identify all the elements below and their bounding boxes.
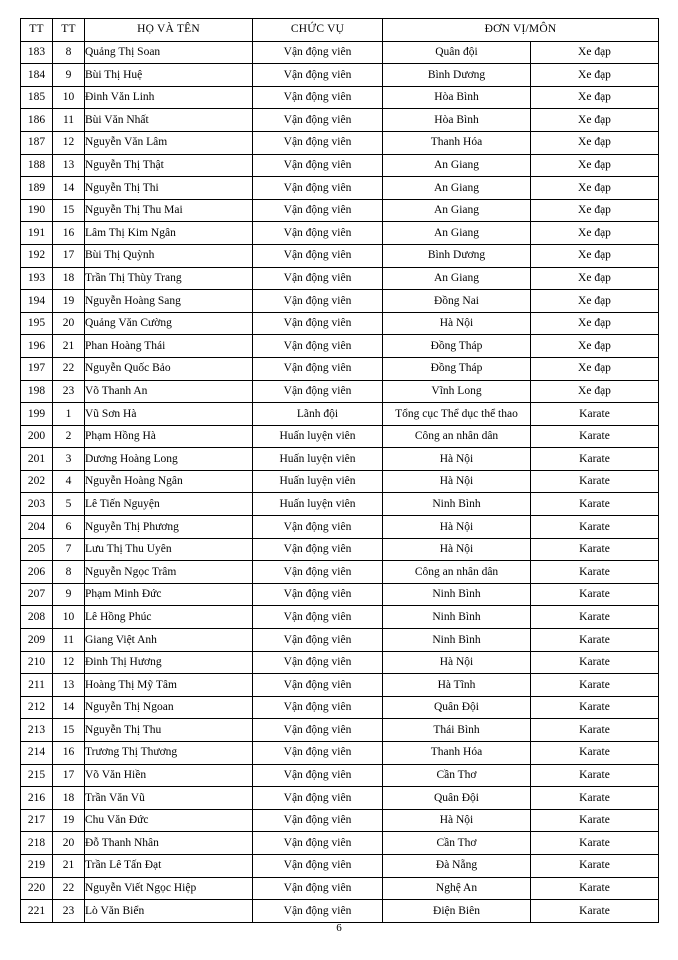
cell-unit: Công an nhân dân (383, 425, 531, 448)
cell-name: Nguyễn Ngọc Trâm (85, 561, 253, 584)
cell-sport: Karate (531, 651, 659, 674)
cell-tt1: 215 (21, 764, 53, 787)
cell-unit: An Giang (383, 177, 531, 200)
cell-unit: Hà Nội (383, 809, 531, 832)
cell-tt2: 23 (53, 380, 85, 403)
cell-sport: Karate (531, 425, 659, 448)
cell-role: Vận động viên (253, 809, 383, 832)
table-row (21, 290, 659, 313)
cell-role: Vận động viên (253, 900, 383, 923)
cell-unit: An Giang (383, 222, 531, 245)
cell-unit: Ninh Bình (383, 493, 531, 516)
table-row (21, 832, 659, 855)
cell-sport: Xe đạp (531, 357, 659, 380)
cell-name: Nguyễn Quốc Bảo (85, 357, 253, 380)
cell-role: Vận động viên (253, 651, 383, 674)
cell-sport: Karate (531, 403, 659, 426)
table-row (21, 267, 659, 290)
cell-name: Võ Thanh An (85, 380, 253, 403)
cell-name: Nguyễn Thị Phương (85, 516, 253, 539)
cell-sport: Karate (531, 606, 659, 629)
cell-role: Vận động viên (253, 222, 383, 245)
cell-role: Vận động viên (253, 538, 383, 561)
cell-role: Vận động viên (253, 312, 383, 335)
cell-name: Lê Hồng Phúc (85, 606, 253, 629)
table-row (21, 448, 659, 471)
cell-tt1: 219 (21, 854, 53, 877)
column-header-role: CHỨC VỤ (253, 19, 383, 42)
cell-role: Vận động viên (253, 696, 383, 719)
cell-sport: Karate (531, 561, 659, 584)
cell-role: Vận động viên (253, 719, 383, 742)
cell-sport: Karate (531, 787, 659, 810)
cell-tt2: 18 (53, 787, 85, 810)
cell-name: Chu Văn Đức (85, 809, 253, 832)
cell-sport: Xe đạp (531, 222, 659, 245)
cell-name: Nguyễn Thị Ngoan (85, 696, 253, 719)
cell-unit: Công an nhân dân (383, 561, 531, 584)
cell-sport: Karate (531, 742, 659, 765)
cell-tt1: 204 (21, 516, 53, 539)
cell-tt2: 15 (53, 719, 85, 742)
cell-name: Đỗ Thanh Nhân (85, 832, 253, 855)
cell-tt1: 197 (21, 357, 53, 380)
cell-tt1: 220 (21, 877, 53, 900)
cell-tt2: 3 (53, 448, 85, 471)
cell-unit: Hòa Bình (383, 86, 531, 109)
table-row (21, 86, 659, 109)
cell-unit: Hà Nội (383, 651, 531, 674)
cell-role: Vận động viên (253, 832, 383, 855)
cell-unit: Tổng cục Thể dục thể thao (383, 403, 531, 426)
cell-name: Phạm Minh Đức (85, 583, 253, 606)
table-row (21, 335, 659, 358)
cell-role: Vận động viên (253, 154, 383, 177)
cell-tt2: 19 (53, 809, 85, 832)
cell-sport: Karate (531, 877, 659, 900)
cell-sport: Karate (531, 696, 659, 719)
cell-tt1: 194 (21, 290, 53, 313)
cell-name: Trần Thị Thùy Trang (85, 267, 253, 290)
cell-role: Huấn luyện viên (253, 448, 383, 471)
table-header-row (21, 19, 659, 42)
cell-name: Dương Hoàng Long (85, 448, 253, 471)
cell-tt1: 189 (21, 177, 53, 200)
cell-unit: Đồng Tháp (383, 335, 531, 358)
cell-tt1: 221 (21, 900, 53, 923)
cell-tt1: 216 (21, 787, 53, 810)
cell-tt2: 22 (53, 357, 85, 380)
cell-tt1: 213 (21, 719, 53, 742)
cell-role: Vận động viên (253, 764, 383, 787)
cell-tt2: 11 (53, 109, 85, 132)
table-row (21, 177, 659, 200)
cell-tt2: 8 (53, 561, 85, 584)
cell-name: Nguyễn Thị Thật (85, 154, 253, 177)
cell-unit: Hà Nội (383, 312, 531, 335)
cell-tt1: 196 (21, 335, 53, 358)
column-header-tt1: TT (21, 19, 53, 42)
cell-tt2: 20 (53, 312, 85, 335)
cell-tt1: 211 (21, 674, 53, 697)
cell-sport: Xe đạp (531, 64, 659, 87)
table-row (21, 629, 659, 652)
cell-unit: Hà Nội (383, 516, 531, 539)
cell-role: Vận động viên (253, 742, 383, 765)
cell-unit: Đồng Tháp (383, 357, 531, 380)
cell-role: Vận động viên (253, 267, 383, 290)
table-row (21, 854, 659, 877)
cell-unit: Ninh Bình (383, 606, 531, 629)
cell-name: Bùi Văn Nhất (85, 109, 253, 132)
table-row (21, 154, 659, 177)
cell-tt1: 208 (21, 606, 53, 629)
cell-sport: Karate (531, 538, 659, 561)
cell-tt2: 8 (53, 41, 85, 64)
cell-unit: Quân đội (383, 41, 531, 64)
cell-name: Lưu Thị Thu Uyên (85, 538, 253, 561)
cell-name: Nguyễn Văn Lâm (85, 131, 253, 154)
table-row (21, 742, 659, 765)
cell-role: Vận động viên (253, 877, 383, 900)
table-row (21, 516, 659, 539)
cell-name: Phạm Hồng Hà (85, 425, 253, 448)
table-row (21, 403, 659, 426)
cell-role: Vận động viên (253, 674, 383, 697)
cell-name: Bùi Thị Quỳnh (85, 244, 253, 267)
cell-tt1: 187 (21, 131, 53, 154)
cell-name: Võ Văn Hiền (85, 764, 253, 787)
cell-tt1: 190 (21, 199, 53, 222)
cell-unit: Ninh Bình (383, 583, 531, 606)
cell-tt1: 206 (21, 561, 53, 584)
table-row (21, 538, 659, 561)
column-header-name: HỌ VÀ TÊN (85, 19, 253, 42)
cell-unit: Đồng Nai (383, 290, 531, 313)
cell-role: Vận động viên (253, 86, 383, 109)
table-row (21, 651, 659, 674)
cell-tt2: 15 (53, 199, 85, 222)
table-row (21, 764, 659, 787)
cell-tt2: 16 (53, 222, 85, 245)
cell-role: Vận động viên (253, 109, 383, 132)
page-number: 6 (336, 922, 342, 934)
table-row (21, 199, 659, 222)
cell-name: Phan Hoàng Thái (85, 335, 253, 358)
cell-unit: Đà Nẵng (383, 854, 531, 877)
table-row (21, 900, 659, 923)
cell-tt2: 11 (53, 629, 85, 652)
cell-name: Vũ Sơn Hà (85, 403, 253, 426)
cell-tt1: 184 (21, 64, 53, 87)
cell-sport: Xe đạp (531, 267, 659, 290)
table-row (21, 425, 659, 448)
cell-role: Vận động viên (253, 380, 383, 403)
cell-tt1: 193 (21, 267, 53, 290)
cell-tt1: 203 (21, 493, 53, 516)
cell-name: Hoàng Thị Mỹ Tâm (85, 674, 253, 697)
cell-tt2: 6 (53, 516, 85, 539)
cell-sport: Xe đạp (531, 41, 659, 64)
cell-sport: Xe đạp (531, 199, 659, 222)
cell-tt2: 21 (53, 335, 85, 358)
cell-sport: Xe đạp (531, 154, 659, 177)
cell-tt2: 7 (53, 538, 85, 561)
cell-unit: Bình Dương (383, 64, 531, 87)
cell-tt1: 209 (21, 629, 53, 652)
cell-tt2: 4 (53, 470, 85, 493)
cell-role: Vận động viên (253, 290, 383, 313)
cell-tt2: 9 (53, 583, 85, 606)
cell-name: Nguyễn Thị Thu Mai (85, 199, 253, 222)
cell-unit: An Giang (383, 154, 531, 177)
cell-role: Vận động viên (253, 561, 383, 584)
cell-unit: Vĩnh Long (383, 380, 531, 403)
cell-sport: Karate (531, 516, 659, 539)
table-row (21, 606, 659, 629)
cell-tt1: 205 (21, 538, 53, 561)
cell-tt1: 207 (21, 583, 53, 606)
cell-sport: Karate (531, 900, 659, 923)
cell-tt1: 202 (21, 470, 53, 493)
table-row (21, 131, 659, 154)
cell-role: Vận động viên (253, 177, 383, 200)
cell-unit: Quân Đội (383, 787, 531, 810)
cell-sport: Xe đạp (531, 131, 659, 154)
cell-tt2: 19 (53, 290, 85, 313)
cell-name: Lò Văn Biển (85, 900, 253, 923)
cell-sport: Karate (531, 493, 659, 516)
cell-unit: Cần Thơ (383, 832, 531, 855)
cell-name: Trần Lê Tấn Đạt (85, 854, 253, 877)
cell-name: Nguyễn Hoàng Sang (85, 290, 253, 313)
cell-role: Huấn luyện viên (253, 425, 383, 448)
cell-tt2: 21 (53, 854, 85, 877)
cell-tt2: 17 (53, 244, 85, 267)
cell-unit: Cần Thơ (383, 764, 531, 787)
cell-name: Đinh Văn Linh (85, 86, 253, 109)
cell-unit: Thanh Hóa (383, 742, 531, 765)
cell-role: Vận động viên (253, 787, 383, 810)
cell-tt2: 18 (53, 267, 85, 290)
cell-tt2: 12 (53, 131, 85, 154)
cell-role: Vận động viên (253, 64, 383, 87)
cell-sport: Xe đạp (531, 290, 659, 313)
cell-tt1: 214 (21, 742, 53, 765)
cell-tt2: 13 (53, 154, 85, 177)
cell-role: Vận động viên (253, 606, 383, 629)
cell-sport: Xe đạp (531, 380, 659, 403)
cell-unit: Ninh Bình (383, 629, 531, 652)
cell-tt1: 198 (21, 380, 53, 403)
cell-tt2: 22 (53, 877, 85, 900)
cell-role: Vận động viên (253, 244, 383, 267)
table-row (21, 222, 659, 245)
cell-sport: Karate (531, 674, 659, 697)
cell-role: Lãnh đội (253, 403, 383, 426)
cell-role: Huấn luyện viên (253, 470, 383, 493)
cell-tt2: 23 (53, 900, 85, 923)
cell-name: Lâm Thị Kim Ngân (85, 222, 253, 245)
table-row (21, 470, 659, 493)
athlete-roster-table (20, 18, 659, 923)
cell-tt1: 210 (21, 651, 53, 674)
cell-tt2: 12 (53, 651, 85, 674)
table-row (21, 561, 659, 584)
cell-unit: Hà Nội (383, 538, 531, 561)
cell-role: Vận động viên (253, 41, 383, 64)
cell-tt1: 217 (21, 809, 53, 832)
cell-tt1: 188 (21, 154, 53, 177)
cell-tt2: 14 (53, 696, 85, 719)
cell-unit: Hòa Bình (383, 109, 531, 132)
cell-unit: Hà Tĩnh (383, 674, 531, 697)
cell-role: Vận động viên (253, 199, 383, 222)
cell-tt2: 10 (53, 86, 85, 109)
cell-name: Bùi Thị Huệ (85, 64, 253, 87)
cell-name: Nguyễn Hoàng Ngân (85, 470, 253, 493)
cell-sport: Xe đạp (531, 335, 659, 358)
cell-sport: Karate (531, 854, 659, 877)
cell-sport: Xe đạp (531, 109, 659, 132)
cell-name: Đinh Thị Hương (85, 651, 253, 674)
cell-tt1: 185 (21, 86, 53, 109)
cell-role: Vận động viên (253, 583, 383, 606)
table-body (21, 41, 659, 922)
column-header-unit-sport: ĐƠN VỊ/MÔN (383, 19, 659, 42)
cell-role: Vận động viên (253, 516, 383, 539)
table-row (21, 64, 659, 87)
cell-sport: Xe đạp (531, 312, 659, 335)
cell-role: Vận động viên (253, 335, 383, 358)
cell-name: Nguyễn Viết Ngọc Hiệp (85, 877, 253, 900)
cell-tt1: 212 (21, 696, 53, 719)
cell-role: Vận động viên (253, 131, 383, 154)
cell-tt1: 192 (21, 244, 53, 267)
cell-tt2: 9 (53, 64, 85, 87)
cell-unit: Thái Bình (383, 719, 531, 742)
cell-sport: Xe đạp (531, 177, 659, 200)
cell-unit: An Giang (383, 267, 531, 290)
cell-sport: Karate (531, 470, 659, 493)
cell-tt1: 200 (21, 425, 53, 448)
cell-sport: Karate (531, 809, 659, 832)
table-row (21, 809, 659, 832)
cell-tt2: 20 (53, 832, 85, 855)
table-row (21, 719, 659, 742)
cell-tt1: 199 (21, 403, 53, 426)
cell-tt1: 218 (21, 832, 53, 855)
cell-sport: Karate (531, 629, 659, 652)
cell-name: Nguyễn Thị Thu (85, 719, 253, 742)
cell-name: Quảng Văn Cường (85, 312, 253, 335)
cell-unit: Hà Nội (383, 470, 531, 493)
cell-name: Trương Thị Thương (85, 742, 253, 765)
cell-role: Vận động viên (253, 357, 383, 380)
cell-tt1: 186 (21, 109, 53, 132)
cell-sport: Xe đạp (531, 86, 659, 109)
table-row (21, 583, 659, 606)
cell-role: Huấn luyện viên (253, 493, 383, 516)
cell-role: Vận động viên (253, 629, 383, 652)
cell-name: Quảng Thị Soan (85, 41, 253, 64)
cell-unit: An Giang (383, 199, 531, 222)
cell-tt2: 10 (53, 606, 85, 629)
cell-tt1: 183 (21, 41, 53, 64)
table-row (21, 696, 659, 719)
cell-sport: Xe đạp (531, 244, 659, 267)
cell-tt2: 1 (53, 403, 85, 426)
cell-tt2: 17 (53, 764, 85, 787)
table-row (21, 244, 659, 267)
cell-sport: Karate (531, 448, 659, 471)
table-row (21, 493, 659, 516)
cell-tt2: 14 (53, 177, 85, 200)
cell-unit: Hà Nội (383, 448, 531, 471)
cell-name: Giang Việt Anh (85, 629, 253, 652)
table-row (21, 787, 659, 810)
cell-name: Lê Tiến Nguyện (85, 493, 253, 516)
table-row (21, 674, 659, 697)
cell-tt2: 13 (53, 674, 85, 697)
cell-role: Vận động viên (253, 854, 383, 877)
cell-tt2: 16 (53, 742, 85, 765)
cell-sport: Karate (531, 719, 659, 742)
cell-unit: Nghệ An (383, 877, 531, 900)
table-row (21, 380, 659, 403)
cell-sport: Karate (531, 583, 659, 606)
cell-name: Trần Văn Vũ (85, 787, 253, 810)
table-row (21, 312, 659, 335)
cell-tt1: 195 (21, 312, 53, 335)
cell-tt2: 5 (53, 493, 85, 516)
cell-sport: Karate (531, 764, 659, 787)
column-header-tt2: TT (53, 19, 85, 42)
table-row (21, 109, 659, 132)
cell-unit: Điện Biên (383, 900, 531, 923)
cell-tt1: 191 (21, 222, 53, 245)
table-row (21, 877, 659, 900)
table-row (21, 41, 659, 64)
cell-name: Nguyễn Thị Thi (85, 177, 253, 200)
cell-unit: Thanh Hóa (383, 131, 531, 154)
table-row (21, 357, 659, 380)
cell-unit: Bình Dương (383, 244, 531, 267)
cell-unit: Quân Đội (383, 696, 531, 719)
table-header (21, 19, 659, 42)
cell-tt2: 2 (53, 425, 85, 448)
cell-tt1: 201 (21, 448, 53, 471)
cell-sport: Karate (531, 832, 659, 855)
